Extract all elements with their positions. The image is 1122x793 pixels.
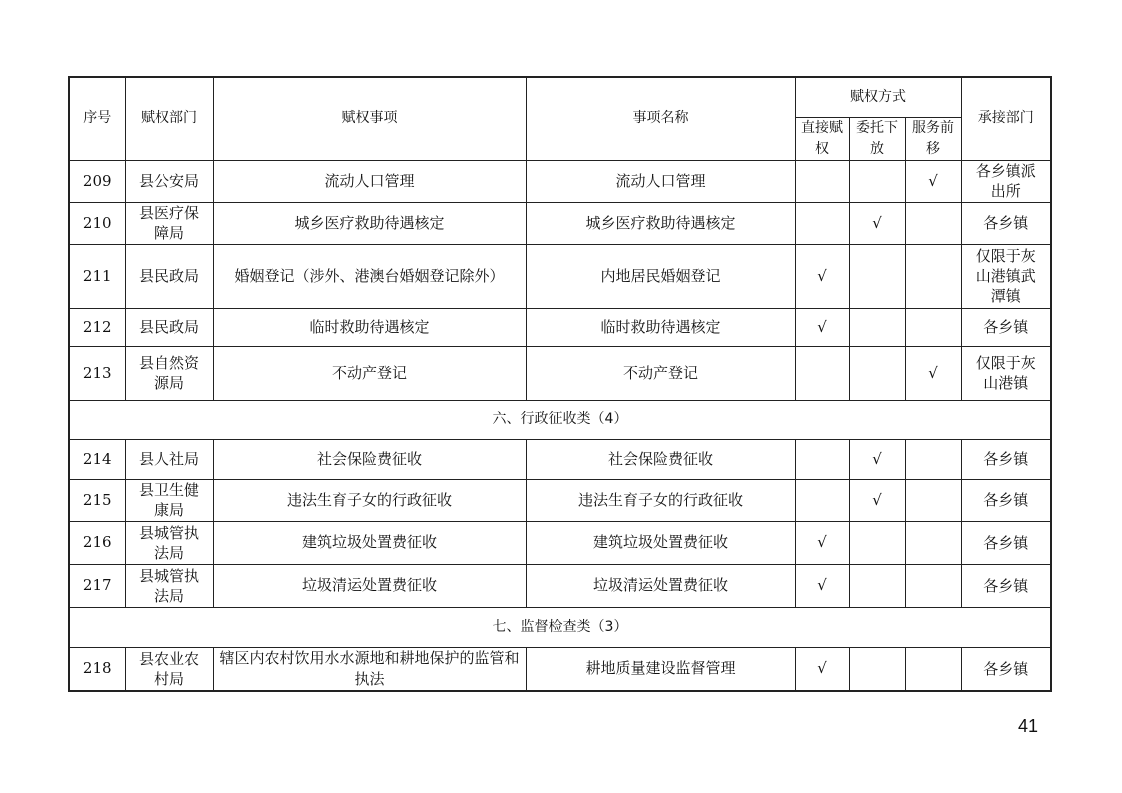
row-matter: 社会保险费征收 bbox=[213, 439, 526, 479]
row-direct bbox=[795, 479, 849, 521]
row-service: √ bbox=[905, 346, 961, 400]
table-row bbox=[69, 479, 1051, 521]
row-entrust bbox=[849, 160, 905, 202]
row-service bbox=[905, 439, 961, 479]
row-service: √ bbox=[905, 160, 961, 202]
section-7-title: 七、监督检查类（3） bbox=[69, 607, 1051, 647]
row-number: 218 bbox=[69, 647, 125, 691]
row-number: 212 bbox=[69, 308, 125, 346]
row-number: 214 bbox=[69, 439, 125, 479]
row-entrust: √ bbox=[849, 439, 905, 479]
table-row bbox=[69, 346, 1051, 400]
row-receiver: 各乡镇 bbox=[961, 564, 1051, 607]
table-row bbox=[69, 244, 1051, 308]
row-number: 215 bbox=[69, 479, 125, 521]
row-matter: 临时救助待遇核定 bbox=[213, 308, 526, 346]
row-direct: √ bbox=[795, 564, 849, 607]
row-receiver: 各乡镇 bbox=[961, 647, 1051, 691]
table-row bbox=[69, 160, 1051, 202]
row-direct bbox=[795, 346, 849, 400]
table-row bbox=[69, 308, 1051, 346]
row-name: 社会保险费征收 bbox=[526, 439, 795, 479]
row-entrust bbox=[849, 244, 905, 308]
row-name: 垃圾清运处置费征收 bbox=[526, 564, 795, 607]
row-receiver: 仅限于灰山港镇 bbox=[961, 346, 1051, 400]
row-entrust bbox=[849, 564, 905, 607]
row-matter: 不动产登记 bbox=[213, 346, 526, 400]
row-service bbox=[905, 308, 961, 346]
row-dept: 县卫生健康局 bbox=[125, 479, 213, 521]
row-dept: 县城管执法局 bbox=[125, 521, 213, 564]
row-entrust bbox=[849, 521, 905, 564]
row-matter: 违法生育子女的行政征收 bbox=[213, 479, 526, 521]
header-mode-direct: 直接赋权 bbox=[795, 117, 849, 160]
row-name: 内地居民婚姻登记 bbox=[526, 244, 795, 308]
rows-group-c bbox=[69, 647, 1051, 691]
row-dept: 县人社局 bbox=[125, 439, 213, 479]
header-mode-service: 服务前移 bbox=[905, 117, 961, 160]
row-service bbox=[905, 202, 961, 244]
row-direct: √ bbox=[795, 521, 849, 564]
row-matter: 垃圾清运处置费征收 bbox=[213, 564, 526, 607]
row-matter: 城乡医疗救助待遇核定 bbox=[213, 202, 526, 244]
row-entrust: √ bbox=[849, 479, 905, 521]
row-dept: 县农业农村局 bbox=[125, 647, 213, 691]
row-receiver: 各乡镇 bbox=[961, 521, 1051, 564]
rows-group-a bbox=[69, 160, 1051, 400]
row-entrust bbox=[849, 647, 905, 691]
row-direct: √ bbox=[795, 244, 849, 308]
row-direct bbox=[795, 439, 849, 479]
row-matter: 辖区内农村饮用水水源地和耕地保护的监管和执法 bbox=[213, 647, 526, 691]
row-direct bbox=[795, 160, 849, 202]
header-dept: 赋权部门 bbox=[125, 77, 213, 160]
row-direct bbox=[795, 202, 849, 244]
header-mode-entrust: 委托下放 bbox=[849, 117, 905, 160]
row-dept: 县自然资源局 bbox=[125, 346, 213, 400]
row-number: 211 bbox=[69, 244, 125, 308]
table-row bbox=[69, 647, 1051, 691]
row-receiver: 各乡镇 bbox=[961, 439, 1051, 479]
header-mode: 赋权方式 bbox=[795, 77, 961, 117]
table-row bbox=[69, 439, 1051, 479]
row-receiver: 各乡镇 bbox=[961, 202, 1051, 244]
row-service bbox=[905, 564, 961, 607]
row-dept: 县民政局 bbox=[125, 308, 213, 346]
row-name: 耕地质量建设监督管理 bbox=[526, 647, 795, 691]
row-matter: 流动人口管理 bbox=[213, 160, 526, 202]
row-name: 临时救助待遇核定 bbox=[526, 308, 795, 346]
authorization-table bbox=[68, 76, 1052, 692]
rows-group-b bbox=[69, 439, 1051, 607]
row-direct: √ bbox=[795, 647, 849, 691]
row-dept: 县医疗保障局 bbox=[125, 202, 213, 244]
row-direct: √ bbox=[795, 308, 849, 346]
table-row bbox=[69, 564, 1051, 607]
table-row bbox=[69, 521, 1051, 564]
row-number: 216 bbox=[69, 521, 125, 564]
table-row bbox=[69, 202, 1051, 244]
section-6 bbox=[69, 400, 1051, 439]
row-dept: 县公安局 bbox=[125, 160, 213, 202]
page-number: 41 bbox=[1018, 716, 1039, 736]
row-number: 209 bbox=[69, 160, 125, 202]
section-7 bbox=[69, 607, 1051, 647]
row-entrust bbox=[849, 346, 905, 400]
row-entrust: √ bbox=[849, 202, 905, 244]
row-matter: 建筑垃圾处置费征收 bbox=[213, 521, 526, 564]
row-matter: 婚姻登记（涉外、港澳台婚姻登记除外） bbox=[213, 244, 526, 308]
row-name: 建筑垃圾处置费征收 bbox=[526, 521, 795, 564]
row-name: 流动人口管理 bbox=[526, 160, 795, 202]
row-service bbox=[905, 479, 961, 521]
header-matter: 赋权事项 bbox=[213, 77, 526, 160]
row-receiver: 各乡镇派出所 bbox=[961, 160, 1051, 202]
row-number: 217 bbox=[69, 564, 125, 607]
section-6-title: 六、行政征收类（4） bbox=[69, 400, 1051, 439]
row-name: 违法生育子女的行政征收 bbox=[526, 479, 795, 521]
row-service bbox=[905, 647, 961, 691]
header-receiver: 承接部门 bbox=[961, 77, 1051, 160]
row-receiver: 各乡镇 bbox=[961, 479, 1051, 521]
row-service bbox=[905, 244, 961, 308]
row-name: 不动产登记 bbox=[526, 346, 795, 400]
row-number: 213 bbox=[69, 346, 125, 400]
row-entrust bbox=[849, 308, 905, 346]
header-name: 事项名称 bbox=[526, 77, 795, 160]
row-receiver: 各乡镇 bbox=[961, 308, 1051, 346]
row-number: 210 bbox=[69, 202, 125, 244]
row-name: 城乡医疗救助待遇核定 bbox=[526, 202, 795, 244]
row-dept: 县民政局 bbox=[125, 244, 213, 308]
row-receiver: 仅限于灰山港镇武潭镇 bbox=[961, 244, 1051, 308]
row-dept: 县城管执法局 bbox=[125, 564, 213, 607]
row-service bbox=[905, 521, 961, 564]
header-seq: 序号 bbox=[69, 77, 125, 160]
